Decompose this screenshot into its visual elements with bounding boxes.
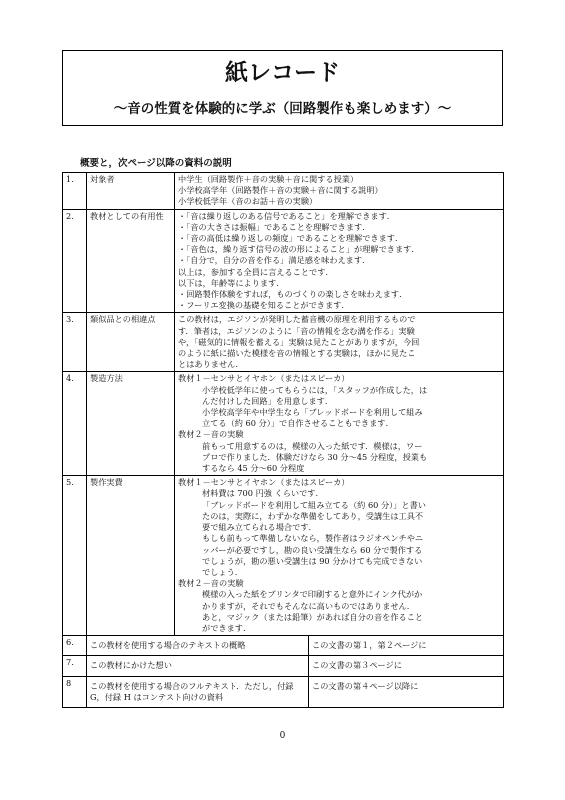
row-content xyxy=(175,313,504,372)
row-item-label: 製作実費 xyxy=(87,476,175,636)
table-row xyxy=(63,173,504,210)
content-line: でしょうが，勘の悪い受講生は 90 分かけても完成できない xyxy=(202,555,423,566)
content-line: たのは，実際に，わずかな準備をしてあり，受講生は工具不 xyxy=(202,510,424,521)
section-heading: 概要と，次ページ以降の資料の説明 xyxy=(80,158,232,169)
content-line: んだ付けした回路」を用意します. xyxy=(202,395,328,406)
row-number: 4. xyxy=(63,372,87,476)
row-reference: この文書の第１，第２ページに xyxy=(309,636,504,656)
content-line: 要で組み立てられる場合です. xyxy=(202,522,312,533)
table-row xyxy=(63,372,504,476)
table-row xyxy=(63,676,504,707)
content-line: 小学校低学年（音のお話＋音の実験） xyxy=(178,196,318,207)
content-line: 中学生（回路製作＋音の実験＋音に関する授業） xyxy=(178,174,359,184)
content-line: のように紙に描いた模様を音の情報とする実験は，ほかに見たこ xyxy=(178,348,416,359)
content-line: ・「音色は，繰り返す信号の波の形によること」が理解できます. xyxy=(178,244,414,255)
content-line: ・フーリエ変換の基礎を知ることができます. xyxy=(178,300,344,311)
content-line: ・「音は繰り返しのある信号であること」を理解できます. xyxy=(178,210,390,221)
content-line: あと，マジック（または鉛筆）があれば自分の音を作ること xyxy=(202,611,424,622)
row-item-label: 製造方法 xyxy=(87,372,175,476)
table-row xyxy=(63,209,504,313)
table-row xyxy=(63,636,504,656)
content-line: とはありません. xyxy=(178,359,238,370)
content-line: 教材１－センサとイヤホン（またはスピーカ） xyxy=(178,373,350,384)
content-line: プロで作りました．体験だけなら 30 分～45 分程度，授業も xyxy=(202,451,428,462)
content-line: 教材２－音の実験 xyxy=(178,578,244,589)
content-line: ・「音の高低は繰り返しの頻度」であることを理解できます. xyxy=(178,233,398,244)
row-number: 6. xyxy=(63,636,87,656)
table-row xyxy=(63,476,504,636)
row-number: 3. xyxy=(63,313,87,372)
content-line: や，「磁気的に情報を蓄える」実験は見たことがありますが，今回 xyxy=(178,336,420,347)
content-line: でしょう. xyxy=(202,566,238,577)
content-line: 材料費は 700 円強 くらいです. xyxy=(202,488,319,499)
content-line: かりますが，それでもそんなに高いものではありません. xyxy=(202,600,410,611)
content-line: 立てる（約 60 分）」で自作させることもできます. xyxy=(202,418,389,429)
table-row xyxy=(63,656,504,676)
row-number: 1. xyxy=(63,173,87,210)
row-content xyxy=(175,476,504,636)
document-subtitle: ～音の性質を体験的に学ぶ（回路製作も楽しめます）～ xyxy=(113,101,452,117)
content-line: 小学校低学年に使ってもらうには，「スタッフが作成した，は xyxy=(202,384,428,395)
row-item-label: この教材にかけた想い xyxy=(87,656,309,676)
content-line: ・「音の大きさは振幅」であることを理解できます. xyxy=(178,221,365,232)
content-line: 以下は，年齢等によります. xyxy=(178,277,279,288)
row-number: 5. xyxy=(63,476,87,636)
title-box xyxy=(62,50,503,126)
content-line: 教材１－センサとイヤホン（またはスピーカ） xyxy=(178,477,350,488)
row-item-label: 教材としての有用性 xyxy=(87,209,175,313)
content-line: ッパーが必要ですし，勘の良い受講生なら 60 分で製作する xyxy=(202,544,423,555)
row-content xyxy=(175,372,504,476)
content-line: 模様の入った紙をプリンタで印刷すると意外にインク代がか xyxy=(202,589,423,600)
content-line: ・「自分で，自分の音を作る」満足感を味わえます. xyxy=(178,255,365,266)
summary-table xyxy=(62,172,504,708)
content-line: ができます. xyxy=(202,622,246,633)
table-row xyxy=(63,313,504,372)
row-item-label: この教材を使用する場合のテキストの概略 xyxy=(87,636,309,656)
content-line: 以上は，参加する全員に言えることです. xyxy=(178,266,328,277)
row-number: 8 xyxy=(63,676,87,707)
row-item-label: 類似品との相違点 xyxy=(87,313,175,372)
content-line: 教材２－音の実験 xyxy=(178,429,244,440)
page-number: 0 xyxy=(279,731,286,741)
row-reference: この文書の第３ページに xyxy=(309,656,504,676)
row-item-label: この教材を使用する場合のフルテキスト．ただし，付録 G，付録 H はコンテスト向けの資料 xyxy=(87,676,309,707)
content-line: 「ブレッドボードを利用して組み立てる（約 60 分）」と書い xyxy=(202,499,426,510)
row-content xyxy=(175,209,504,313)
content-line: 小学校高学年や中学生なら「ブレッドボードを利用して組み xyxy=(202,407,423,418)
row-reference: この文書の第４ページ以降に xyxy=(309,676,504,707)
row-number: 2. xyxy=(63,209,87,313)
content-line: するなら 45 分～60 分程度 xyxy=(202,463,305,474)
row-content xyxy=(175,173,504,210)
content-line: す．筆者は，エジソンのように「音の情報を念む溝を作る」実験 xyxy=(178,325,415,336)
row-number: 7. xyxy=(63,656,87,676)
content-line: もしも前もって準備しないなら，製作者はラジオペンチやニ xyxy=(202,533,424,544)
content-line: 小学校高学年（回路製作＋音の実験＋音に関する説明） xyxy=(178,185,383,196)
row-item-label: 対象者 xyxy=(87,173,175,210)
content-line: この教材は，エジソンが発明した蓄音機の原理を利用するもので xyxy=(178,314,416,325)
content-line: ・回路製作体験をすれば，ものづくりの楽しさを味わえます. xyxy=(178,289,402,300)
content-line: 前もって用意するのは，模様の入った紙です．模様は，ワー xyxy=(202,440,423,451)
document-title: 紙レコード xyxy=(225,60,340,86)
